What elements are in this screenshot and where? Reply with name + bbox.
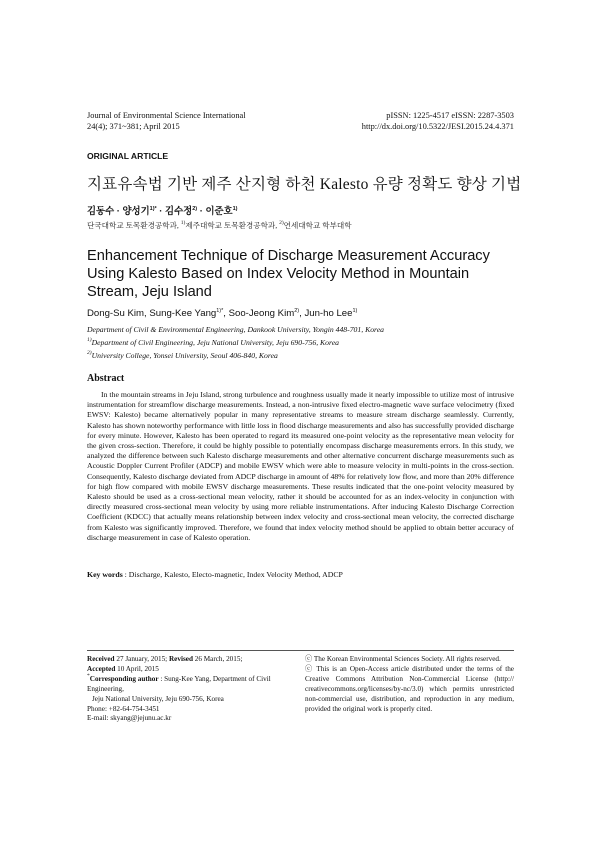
author-sup: 1)* <box>149 206 157 212</box>
corr-label: Corresponding author <box>89 674 159 683</box>
license-text: ⓒ This is an Open-Access article distributed under the terms of the Creative Commons Attribution Non-Commercial License (http:// creativecommons.org/licenses/by-nc/3.0) which permits unrestricted non-commercial use, distribution, and reproduction in any medium, provided the original work is properly cited. <box>305 664 514 713</box>
footer-divider <box>87 650 514 651</box>
corresponding-author <box>87 672 297 695</box>
abstract-heading: Abstract <box>87 373 125 384</box>
english-author-1: Dong-Su Kim, Sung-Kee Yang <box>87 308 217 319</box>
author-sup: 2) <box>192 206 198 212</box>
accepted-label: Accepted <box>87 664 116 673</box>
english-author-3: , Jun-ho Lee <box>299 308 353 319</box>
issn-text: pISSN: 1225-4517 eISSN: 2287-3503 <box>386 111 514 120</box>
korean-affil-3: 연세대학교 학부대학 <box>283 221 352 230</box>
affiliation-line <box>87 336 384 349</box>
journal-ids <box>362 110 514 132</box>
corr-sup: * <box>87 672 90 679</box>
affiliation-text: Department of Civil Engineering, Jeju National University, Jeju 690-756, Korea <box>91 338 339 347</box>
license-notice <box>305 655 514 714</box>
received-date: 27 January, 2015; <box>114 655 169 663</box>
doi-link[interactable]: http://dx.doi.org/10.5322/JESI.2015.24.4.371 <box>361 122 514 131</box>
affiliation-line <box>87 349 384 362</box>
author-sup: 1) <box>352 308 358 314</box>
affiliation-line: Department of Civil & Environmental Engineering, Dankook University, Yongin 448-701, Korea <box>87 325 385 334</box>
affiliation-text: University College, Yonsei University, Seoul 406-840, Korea <box>91 351 278 360</box>
korean-authors <box>87 203 238 217</box>
korean-affil-2: 제주대학교 토목환경공학과, <box>185 221 280 230</box>
corr-address: Jeju National University, Jeju 690-756, Korea <box>92 694 224 703</box>
korean-affiliations <box>87 220 352 231</box>
journal-title: Journal of Environmental Science International <box>87 111 246 120</box>
corr-email[interactable]: E-mail: skyang@jejunu.ac.kr <box>87 714 172 723</box>
abstract-body: In the mountain streams in Jeju Island, strong turbulence and roughness usually made it nearly impossible to utilize most of intrusive instrumentation for streamflow discharge measurements. Instead, a non-intrusive fixed electro-magnetic wave surface velocimetry (fixed EWSV: Kalesto) became alternatively popular in many representative streams to measure stream discharge seamlessly. Currently, Kalesto has shown noteworthy performance with little loss in flood discharge measurements and also has successfully provided discharge for every minute. However, Kalesto has been operated to regard its measured one-point velocity as the representative mean velocity for the given cross-section. Therefore, it could be highly possible to potentially encompass discharge measurements errors. In this study, we analyzed the difference between such Kalesto discharge measurements and other alternative concurrent discharge measurements such as Acoustic Doppler Current Profiler (ADCP) and mobile EWSV which were able to measure velocity in multi-points in the cross-section. Consequently, Kalesto discharge deviated from ADCP discharge in amount of 48% for relatively low flow, and more than 20% difference for high flow compared with mobile EWSV discharge measurements. These results indicated that the one-point velocity measured by Kalesto should be used as a cross-sectional mean velocity, rather it should be accounted for as an index-velocity in conjunction with directly measured cross-sectional mean velocity by using more reliable instrumentations. After inducing Kalesto Discharge Correction Coefficient (KDCC) that actually means relationship between index velocity and cross-sectional mean velocity, the corrected discharge from Kalesto was significantly improved. Therefore, we found that index velocity method should be applied to obtain better accuracy of discharge measurement in case of Kalesto operation. <box>87 390 514 542</box>
english-authors <box>87 308 357 319</box>
korean-author-1: 김동수 · 양성기 <box>87 205 150 216</box>
korean-affil-1: 단국대학교 토목환경공학과, <box>87 221 181 230</box>
affil-sup: 2) <box>279 220 284 226</box>
korean-title: 지표유속법 기반 제주 산지형 하천 Kalesto 유량 정확도 향상 기법 <box>87 176 522 193</box>
revised-label: Revised <box>168 655 193 663</box>
affil-sup: 1) <box>180 220 186 226</box>
korean-author-3: · 이준호 <box>197 205 233 216</box>
history-line <box>87 665 297 675</box>
received-label: Received <box>87 655 115 663</box>
keywords-list: : Discharge, Kalesto, Electo-magnetic, Index Velocity Method, ADCP <box>122 570 343 579</box>
copyright-text: ⓒ The Korean Environmental Sciences Society. All rights reserved. <box>305 655 501 663</box>
history-line <box>87 655 297 665</box>
corr-phone: Phone: +82-64-754-3451 <box>87 704 160 713</box>
journal-volume: 24(4); 371~381; April 2015 <box>87 122 180 131</box>
author-sup: 1)* <box>216 308 224 314</box>
english-affiliations <box>87 323 384 362</box>
english-title <box>87 247 490 301</box>
article-history <box>87 655 297 724</box>
affil-sup: 1) <box>87 337 92 343</box>
english-author-2: , Soo-Jeong Kim <box>223 308 295 319</box>
author-sup: 1) <box>232 206 238 212</box>
keywords <box>87 570 514 579</box>
keywords-label: Key words <box>87 570 123 579</box>
affil-sup: 2) <box>87 350 92 356</box>
corr-text: : Sung-Kee Yang, Department of Civil Engineering, <box>87 674 271 693</box>
journal-name <box>87 110 246 132</box>
accepted-date: 10 April, 2015 <box>115 664 159 673</box>
section-label: ORIGINAL ARTICLE <box>87 151 169 161</box>
english-title-line: Enhancement Technique of Discharge Measurement Accuracy <box>87 248 490 264</box>
revised-date: 26 March, 2015; <box>192 655 243 663</box>
korean-author-2: · 김수정 <box>156 205 193 216</box>
author-sup: 2) <box>294 308 300 314</box>
english-title-line: Stream, Jeju Island <box>87 284 212 300</box>
english-title-line: Using Kalesto Based on Index Velocity Method in Mountain <box>87 266 470 282</box>
